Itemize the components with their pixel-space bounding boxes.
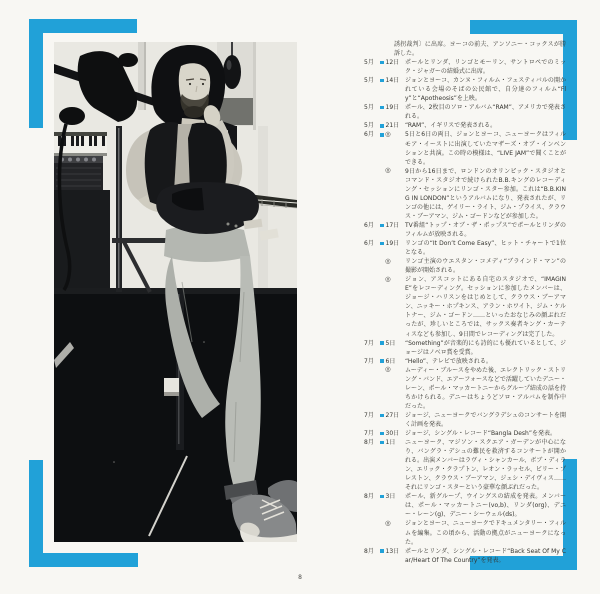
entry-date <box>364 221 405 230</box>
date-bullet-icon <box>380 414 384 418</box>
timeline-entry <box>364 130 566 166</box>
entry-month: 7月 <box>364 411 374 419</box>
bullseye-icon: ◎ <box>385 518 391 527</box>
date-bullet-icon <box>380 224 384 228</box>
timeline-entry <box>364 221 566 239</box>
entry-month: 6月 <box>364 221 374 229</box>
timeline-entry <box>364 58 566 76</box>
entry-day: 13日 <box>385 547 400 555</box>
date-bullet-icon <box>380 495 384 499</box>
entry-date <box>364 103 405 112</box>
entry-month: 5月 <box>364 59 374 67</box>
timeline-entry <box>364 547 566 565</box>
timeline-entry <box>364 239 566 257</box>
date-bullet-icon <box>380 133 384 137</box>
timeline-entry <box>364 492 566 519</box>
entry-day: 17日 <box>385 221 400 229</box>
entry-text: ポールとリンダ、リンゴとモーリン、サントロペでのミック・ジャガーの結婚式に出席。 <box>405 59 566 76</box>
entry-text: ジョンとヨーコ、ニューヨークでドキュメンタリー・フィルムを編集。この頃から、活動の拠点がニューヨークになった。 <box>405 520 566 546</box>
timeline-entry <box>364 438 566 492</box>
entry-text: リンゴ主演のウエスタン・コメディ“ブラインド・マン”の撮影が開始される。 <box>405 258 566 275</box>
date-bullet-icon <box>380 359 384 363</box>
timeline-entry <box>364 519 566 546</box>
date-bullet-icon <box>380 79 384 83</box>
entry-date <box>364 429 405 438</box>
entry-date <box>364 411 405 420</box>
date-bullet-icon <box>380 61 384 65</box>
entry-month: 5月 <box>364 104 374 112</box>
entry-day: 30日 <box>385 430 400 438</box>
date-bullet-icon <box>380 124 384 128</box>
entry-date <box>364 76 405 85</box>
timeline-entry <box>364 411 566 429</box>
entry-date <box>364 339 405 348</box>
entry-month: 8月 <box>364 547 374 555</box>
bullseye-icon: ◎ <box>385 274 391 283</box>
entry-text: ジョンとヨーコ、カンヌ・フィルム・フェスティバルの開かれている会場のそばの公民館で、自分達のフィルム“Fly”と“Apotheosis”を上映。 <box>405 77 566 103</box>
timeline-entry <box>364 103 566 121</box>
entry-date <box>364 58 405 67</box>
entry-text: “Hello”、テレビで放映される。 <box>405 357 492 365</box>
date-bullet-icon <box>380 441 384 445</box>
entry-text: リンゴの“It Don’t Come Easy”、ヒット・チャートで1位となる。 <box>405 240 566 257</box>
entry-text: ポール、新グループ、ウイングスの結成を発表。メンバーは、ポール・マッカートニー(vo,b)、リンダ(org)、デニー・レーン(g)、デニー・シーウェル(ds)。 <box>405 493 566 519</box>
entry-date <box>364 519 405 525</box>
entry-date <box>364 366 405 372</box>
entry-text: ポールとリンダ、シングル・レコード“Back Seat Of My Car/Heart Of The Country”を発表。 <box>405 547 566 564</box>
entry-date <box>364 547 405 556</box>
entry-day: 14日 <box>385 77 400 85</box>
date-bullet-icon <box>380 549 384 553</box>
entry-month: 5月 <box>364 122 374 130</box>
entry-month: 6月 <box>364 240 374 248</box>
entry-text: ジョージ、シングル・レコード“Bangla Desh”を発表。 <box>405 430 556 438</box>
entry-text: “RAM”、イギリスで発表される。 <box>405 122 497 130</box>
timeline-entry <box>364 339 566 357</box>
date-bullet-icon <box>380 341 384 345</box>
date-bullet-icon <box>380 106 384 110</box>
entry-month: 7月 <box>364 357 374 365</box>
timeline-entry <box>364 167 566 221</box>
timeline-entry <box>364 366 566 411</box>
bullseye-icon: ◎ <box>385 365 391 374</box>
timeline-entry <box>364 275 566 338</box>
entry-day: 3日 <box>385 493 396 501</box>
entry-month: 8月 <box>364 493 374 501</box>
entry-date <box>364 40 405 46</box>
timeline-entry <box>364 257 566 275</box>
timeline-entry <box>364 121 566 130</box>
bullseye-icon: ◎ <box>385 129 391 138</box>
entry-day: 27日 <box>385 411 400 419</box>
entry-date <box>364 492 405 501</box>
entry-date <box>364 257 405 263</box>
timeline-entry <box>364 76 566 103</box>
timeline-entry <box>364 40 566 58</box>
entry-text: ポール、2枚目のソロ・アルバム“RAM”、アメリカで発表される。 <box>405 104 566 121</box>
entry-date <box>364 130 405 139</box>
timeline-entry <box>364 357 566 366</box>
entry-date <box>364 167 405 173</box>
entry-day: 1日 <box>385 439 396 447</box>
timeline-entry <box>364 429 566 438</box>
chronology-timeline <box>364 40 566 565</box>
bullseye-icon: ◎ <box>385 256 391 265</box>
photo-musician-seated-with-bass <box>54 42 297 542</box>
page-number: 8 <box>298 574 302 581</box>
entry-text: “Something”が音楽的にも詩的にも優れているとして、ジョージはノベロ賞を受賞。 <box>405 339 566 356</box>
entry-day: 12日 <box>385 59 400 67</box>
entry-day: 19日 <box>385 104 400 112</box>
entry-month: 5月 <box>364 77 374 85</box>
date-bullet-icon <box>380 242 384 246</box>
entry-date <box>364 438 405 447</box>
entry-date <box>364 275 405 281</box>
entry-text: ジョン、アスコットにある自宅のスタジオで、“IMAGINE”をレコーディング。セッションに参加したメンバーは、ジョージ・ハリスンをはじめとして、クラウス・ブーアマン、ニッキー・ホプキンス、アラン・ホワイト、ジム・ケルトナー、ジム・ゴードン……といったおなじみの顔ぶれだったが、珍しいところでは、サックス奏者キング・カーティスなども参加し、9日間でレコーディングは完了した。 <box>405 276 566 338</box>
entry-day: 19日 <box>385 240 400 248</box>
entry-month: 7月 <box>364 339 374 347</box>
entry-text: ムーディー・ブルースをやめた後、エレクトリック・ストリング・バンド、エアーフォースなどで活躍していたデニー・レーン、ポール・マッカートニーからグループ結成の話を持ちかけられる。デニーはちょうどソロ・アルバムを制作中だった。 <box>405 366 566 410</box>
entry-day: 6日 <box>385 357 396 365</box>
entry-text: TV番組“トップ・オブ・ザ・ポップス”でポールとリンダのフィルムが放映される。 <box>405 221 566 238</box>
entry-month: 7月 <box>364 430 374 438</box>
studio-photo-art <box>54 42 297 542</box>
date-bullet-icon <box>380 432 384 436</box>
entry-text: 5日と6日の両日、ジョンとヨーコ、ニューヨークはフィルモア・イーストに出演していたマザーズ・オブ・インベンションと共演。この時の模様は、“LIVE JAM”で聞くことができる。 <box>405 131 566 166</box>
bullseye-icon: ◎ <box>385 166 391 175</box>
entry-day: 5日 <box>385 339 396 347</box>
entry-text: 9日から16日まで、ロンドンのオリンピック・スタジオとコマンド・スタジオで続けられたB.B.キングのレコーディング・セッションにリンゴ・スター参加。これは“B.B.KING IN LONDON”というアルバムになり、発表されたが、リンゴの他には、ゲイリー・ライト、ジム・プライス、クラウス・ブーアマン、ジム・ゴードンなどが参加した。 <box>405 167 566 220</box>
entry-month: 8月 <box>364 439 374 447</box>
entry-day: 21日 <box>385 122 400 130</box>
entry-text: ジョージ、ニューヨークでバングラデシュのコンサートを開く計画を発表。 <box>405 411 566 428</box>
entry-text: 誘拐裁判〕に出席。ヨーコの前夫、アンソニー・コックスが勝訴した。 <box>394 41 566 58</box>
entry-date <box>364 239 405 248</box>
entry-month: 6月 <box>364 131 374 139</box>
entry-text: ニューヨーク、マジソン・スクエア・ガーデンが中心になり、バングラ・デシュの難民を救済するコンサートが開かれる。出演メンバーはラヴィ・シャンカール、ボブ・ディラン、エリック・クラプトン、レオン・ラッセル、ビリー・プレストン、クラウス・ブーアマン、ジェシ・デイヴィス……それにリンゴ・スターという豪華な顔ぶれだった。 <box>405 439 566 492</box>
